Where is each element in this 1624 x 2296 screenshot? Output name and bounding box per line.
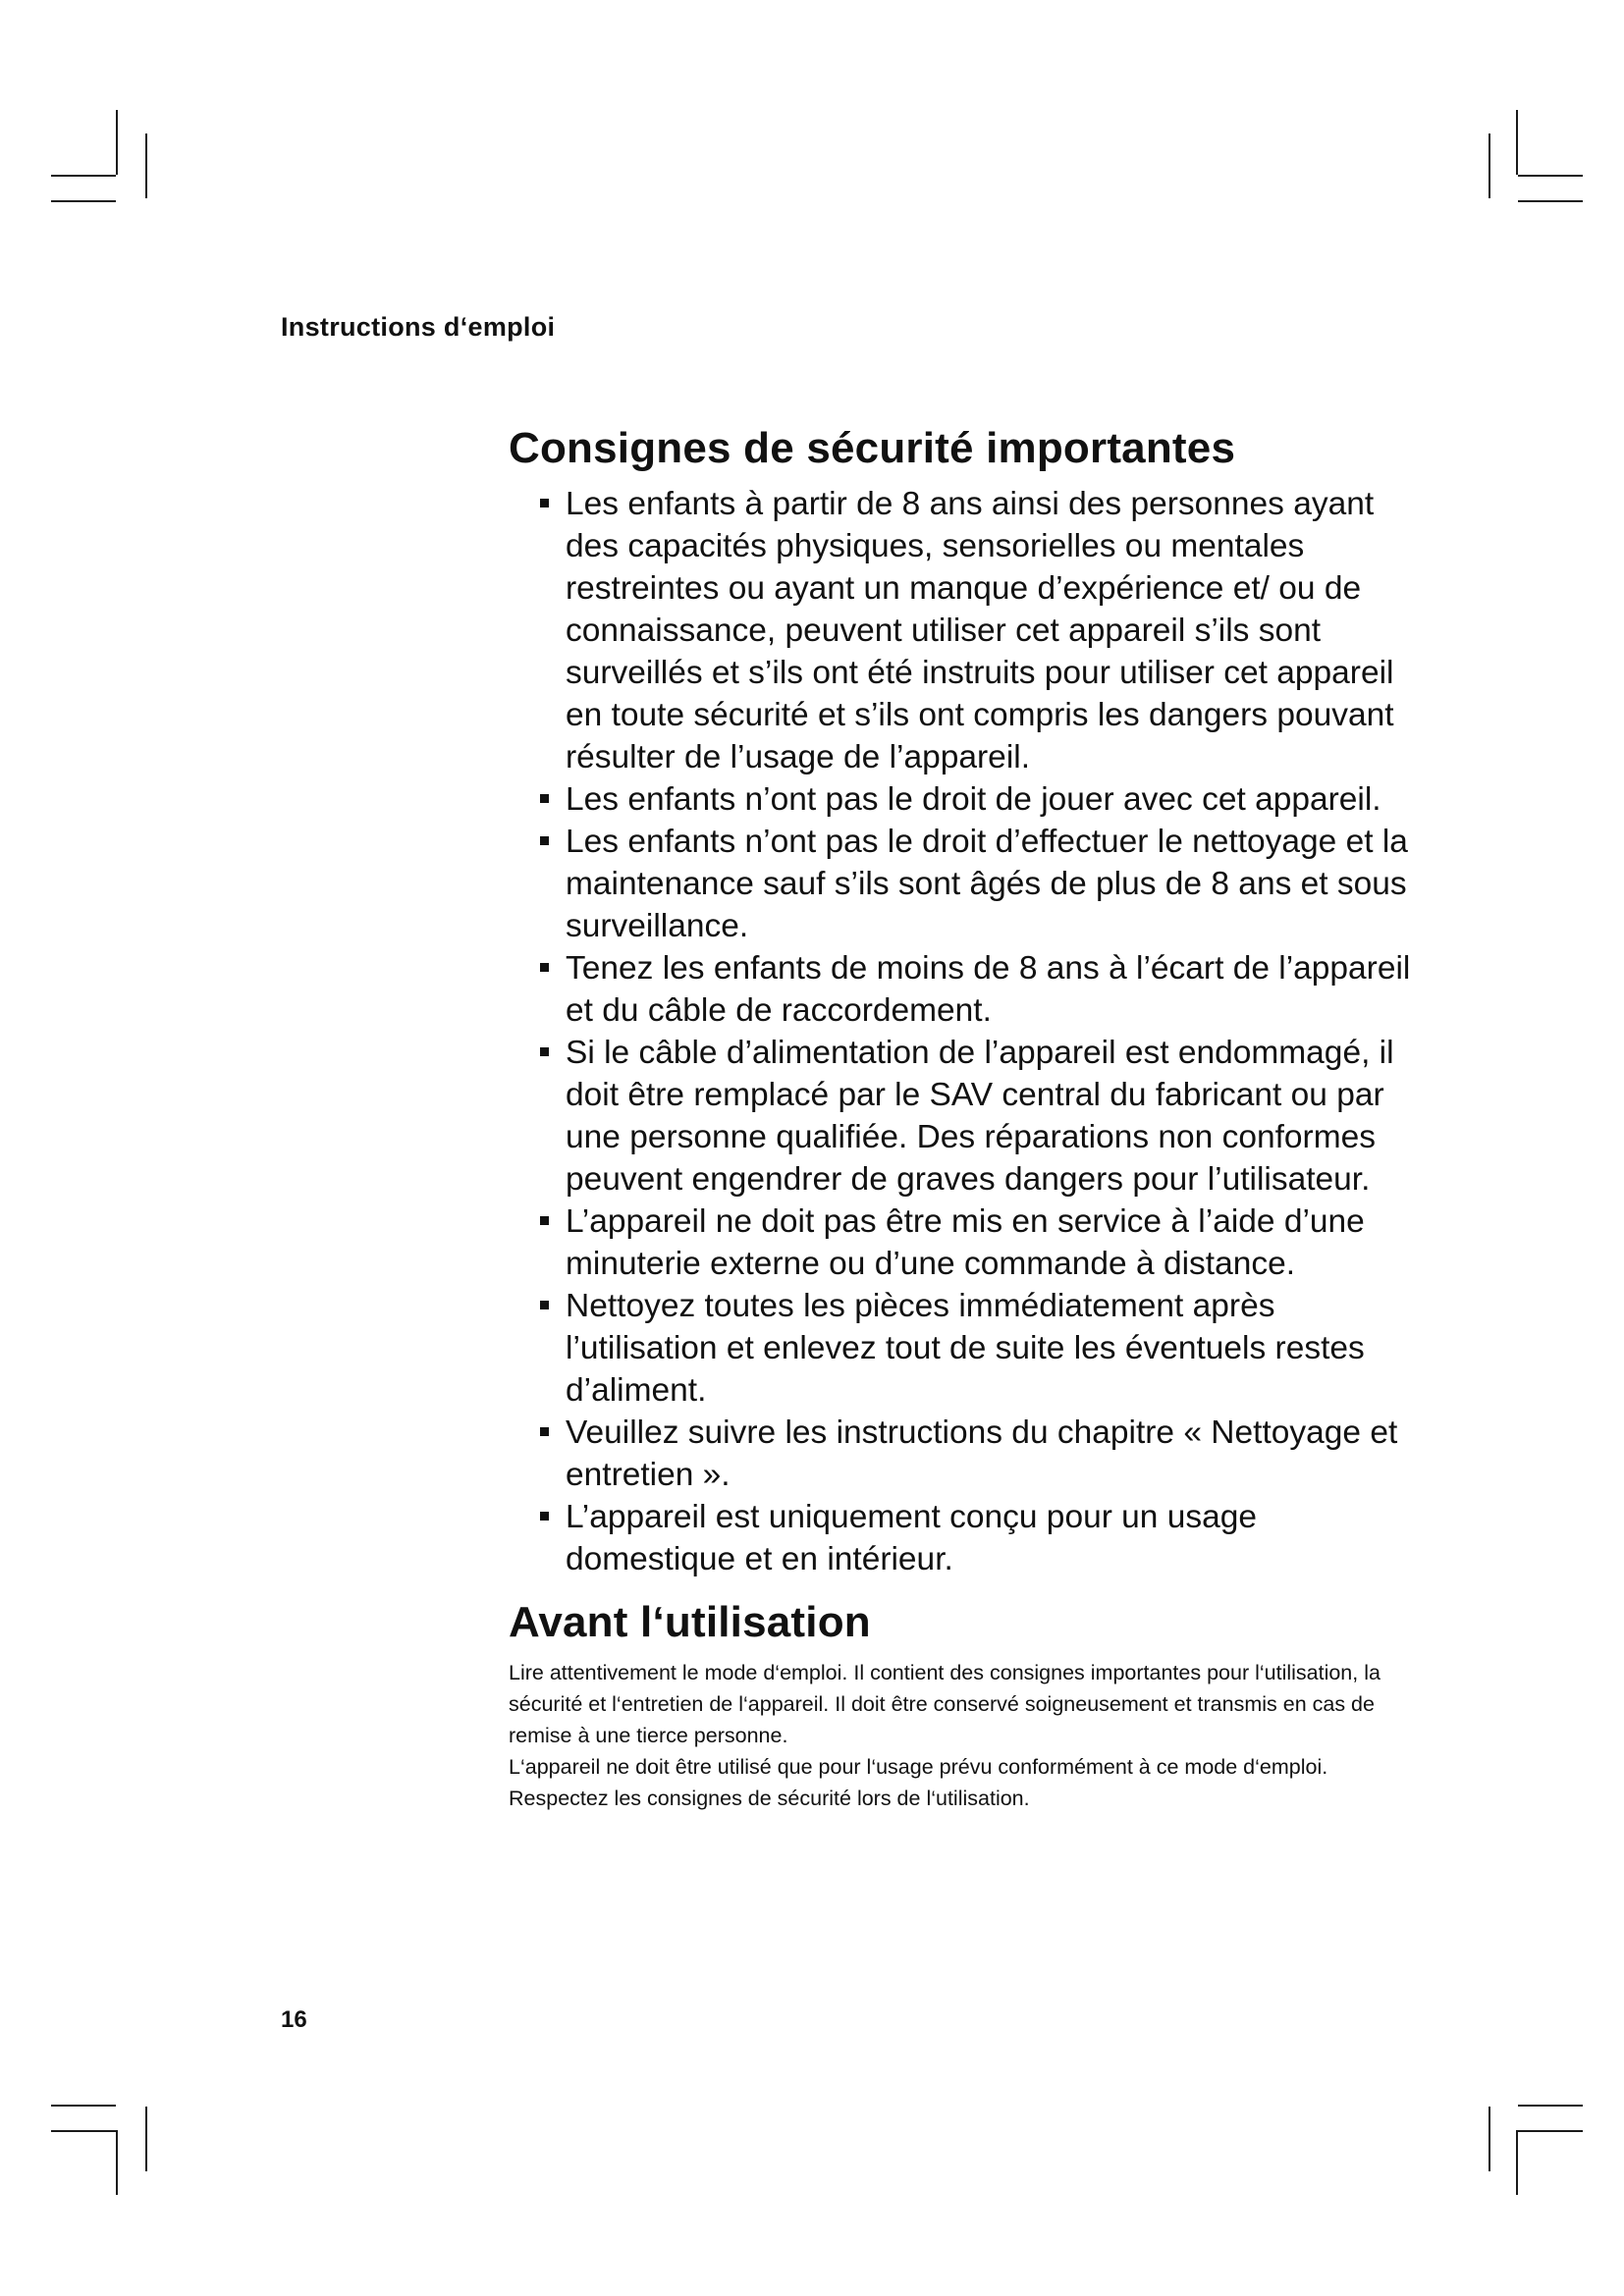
list-item: L’appareil ne doit pas être mis en service à l’aide d’une minuterie externe ou d’une commande à distance.: [509, 1201, 1422, 1285]
page-number: 16: [281, 2006, 307, 2033]
list-item: Les enfants n’ont pas le droit d’effectuer le nettoyage et la maintenance sauf s’ils sont âgés de plus de 8 ans et sous surveillance.: [509, 821, 1422, 947]
safety-list: [509, 483, 1422, 1580]
crop-mark: [51, 175, 116, 177]
crop-mark: [1489, 2107, 1490, 2171]
safety-heading: Consignes de sécurité importantes: [509, 424, 1236, 472]
list-item: Les enfants n’ont pas le droit de jouer avec cet appareil.: [509, 778, 1422, 821]
bullet-icon: [540, 1301, 549, 1309]
crop-mark: [51, 2105, 116, 2107]
crop-mark: [1518, 175, 1583, 177]
bullet-icon: [540, 499, 549, 507]
crop-mark: [145, 133, 147, 198]
before-use-paragraph-1: Lire attentivement le mode d‘emploi. Il contient des consignes importantes pour l‘utilisation, la sécurité et l‘entretien de l‘appareil. Il doit être conservé soigneusement et transmis en cas de remise à une tierce personne.: [509, 1661, 1380, 1747]
bullet-icon: [540, 1512, 549, 1521]
crop-mark: [1518, 2105, 1583, 2107]
crop-mark: [51, 200, 116, 202]
bullet-icon: [540, 1216, 549, 1225]
bullet-icon: [540, 1047, 549, 1056]
crop-mark: [145, 2107, 147, 2171]
bullet-icon: [540, 1427, 549, 1436]
crop-mark: [1518, 2130, 1583, 2132]
list-item: Nettoyez toutes les pièces immédiatement après l’utilisation et enlevez tout de suite les éventuels restes d’aliment.: [509, 1285, 1422, 1412]
crop-mark: [1516, 2130, 1518, 2195]
crop-mark: [1516, 110, 1518, 175]
list-item: Tenez les enfants de moins de 8 ans à l’écart de l’appareil et du câble de raccordement.: [509, 947, 1422, 1032]
bullet-icon: [540, 794, 549, 803]
crop-mark: [116, 2130, 118, 2195]
before-use-paragraph-2: L‘appareil ne doit être utilisé que pour l‘usage prévu conformément à ce mode d‘emploi. Respectez les consignes de sécurité lors de l‘utilisation.: [509, 1755, 1328, 1810]
list-item: Les enfants à partir de 8 ans ainsi des personnes ayant des capacités physiques, sensorielles ou mentales restreintes ou ayant un manque d’expérience et/ ou de connaissance, peuvent utiliser cet appareil s’ils sont surveillés et s’ils ont été instruits pour utiliser cet appareil en toute sécurité et s’ils ont compris les dangers pouvant résulter de l’usage de l’appareil.: [509, 483, 1422, 778]
list-item: L’appareil est uniquement conçu pour un usage domestique et en intérieur.: [509, 1496, 1422, 1580]
crop-mark: [1518, 200, 1583, 202]
crop-mark: [1489, 133, 1490, 198]
crop-mark: [116, 110, 118, 175]
list-item: Si le câble d’alimentation de l’appareil est endommagé, il doit être remplacé par le SAV central du fabricant ou par une personne qualifiée. Des réparations non conformes peuvent engendrer de graves dangers pour l’utilisateur.: [509, 1032, 1422, 1201]
bullet-icon: [540, 963, 549, 972]
crop-mark: [51, 2130, 116, 2132]
running-header: Instructions d‘emploi: [281, 312, 556, 342]
bullet-icon: [540, 836, 549, 845]
main-content: [509, 420, 1422, 1814]
list-item: Veuillez suivre les instructions du chapitre « Nettoyage et entretien ».: [509, 1412, 1422, 1496]
before-use-heading: Avant l‘utilisation: [509, 1598, 871, 1646]
